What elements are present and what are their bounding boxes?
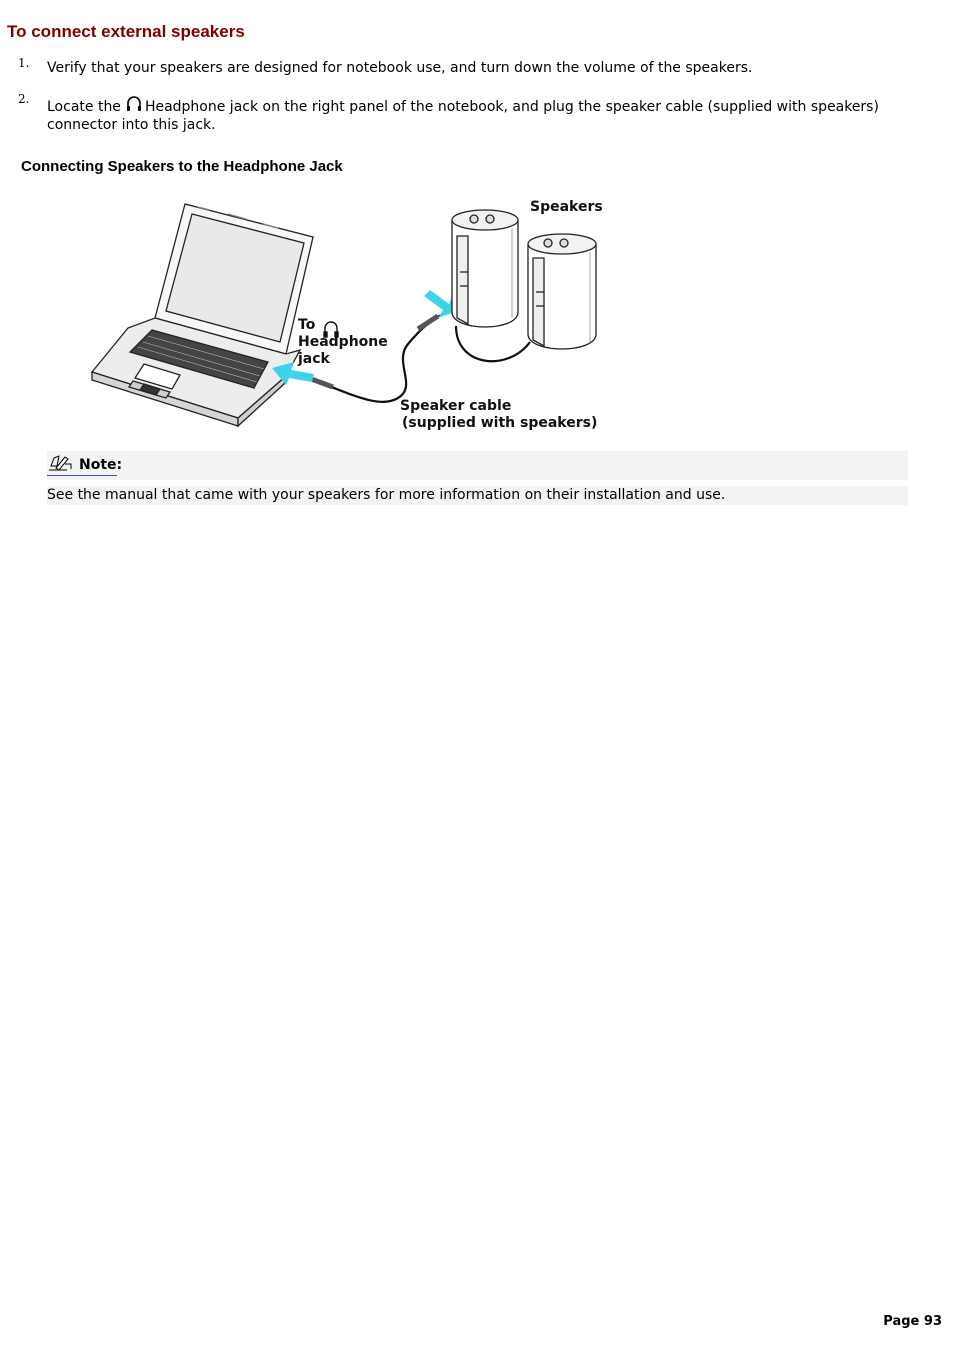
speaker-drawing bbox=[528, 234, 596, 349]
label-supplied: (supplied with speakers) bbox=[402, 415, 598, 431]
step-text-before: Locate the bbox=[47, 99, 121, 115]
label-jack: jack bbox=[298, 351, 330, 367]
step-number: 2. bbox=[18, 92, 30, 106]
note-header bbox=[47, 451, 908, 480]
note-body: See the manual that came with your speakers for more information on their installation and use. bbox=[47, 486, 908, 505]
figure-caption: Connecting Speakers to the Headphone Jack bbox=[21, 158, 343, 175]
step-number: 1. bbox=[18, 56, 30, 70]
label-speakers: Speakers bbox=[530, 199, 603, 215]
speaker-connection-illustration bbox=[88, 192, 618, 437]
note-title: Note: bbox=[79, 457, 123, 473]
illustration-graphic bbox=[88, 192, 618, 437]
label-to: To bbox=[298, 317, 316, 333]
step-text: Verify that your speakers are designed for notebook use, and turn down the volume of the speakers. bbox=[47, 60, 753, 76]
headphone-icon bbox=[125, 95, 143, 113]
step-text-after: Headphone jack on the right panel of the notebook, and plug the speaker cable (supplied with speakers) connector into this jack. bbox=[47, 99, 879, 133]
note-pen-icon bbox=[47, 452, 73, 474]
step-text bbox=[47, 95, 907, 134]
speaker-drawing bbox=[452, 210, 518, 327]
note-underline bbox=[47, 475, 117, 476]
page-number: Page 93 bbox=[883, 1314, 942, 1329]
label-headphone: Headphone bbox=[298, 334, 388, 350]
label-speaker-cable: Speaker cable bbox=[400, 398, 512, 414]
page-title: To connect external speakers bbox=[7, 22, 245, 41]
